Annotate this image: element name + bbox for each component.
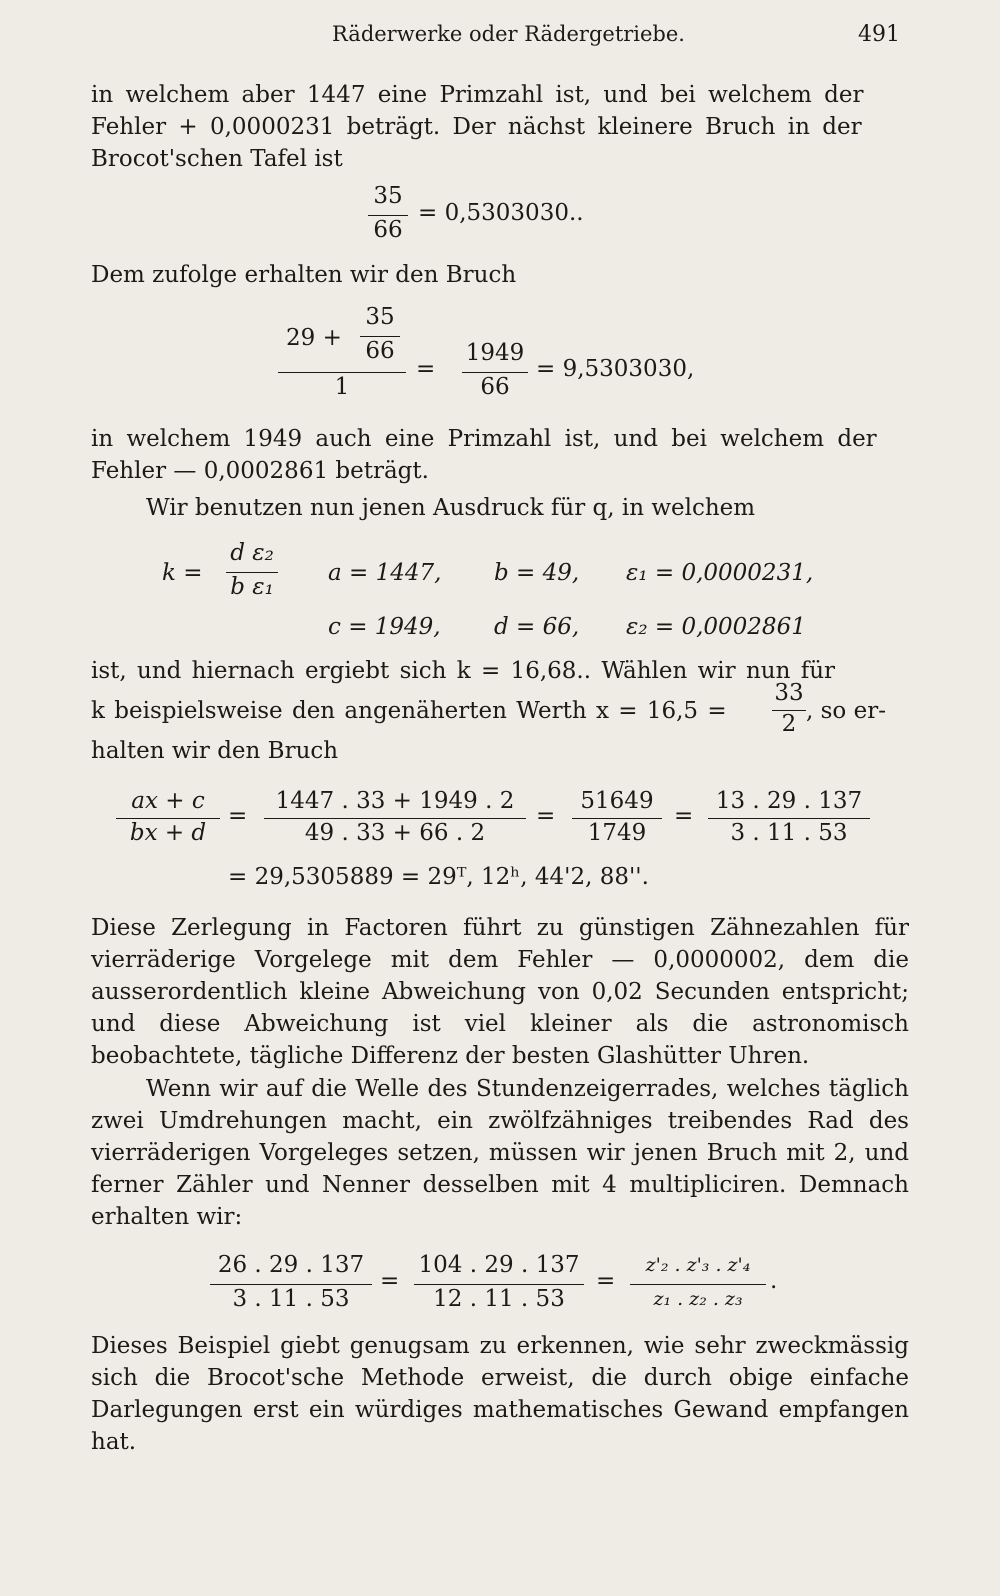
- eq4-f1-denominator: bx + d: [129, 820, 207, 846]
- eq4-f4-numerator: 13 . 29 . 137: [715, 788, 863, 814]
- page-number: 491: [858, 22, 900, 47]
- text-line: k beispielsweise den angenäherten Werth x = 16,5 =: [91, 698, 727, 724]
- eq4-f2-bar: [264, 818, 526, 819]
- eq2-lead: 29 +: [286, 325, 342, 351]
- eq4-f1-bar: [116, 818, 220, 819]
- text-line: Fehler — 0,0002861 beträgt.: [91, 458, 429, 484]
- eq3-c: c = 1949,: [328, 614, 441, 640]
- eq2-mid-bar: [462, 372, 528, 373]
- eq5-f1-numerator: 26 . 29 . 137: [217, 1252, 365, 1278]
- eq2-main-denominator: 1: [334, 374, 350, 400]
- eq5-f3-numerator: z'₂ . z'₃ . z'₄: [645, 1254, 751, 1276]
- paragraph: Wenn wir auf die Welle des Stundenzeigerrades, welches täglich zwei Umdrehungen macht, ein zwölfzähniges treibendes Rad des vierräderigen Vorgeleges setzen, müssen wir jenen Bruch mit 2, und ferner Zähler und Nenner desselben mit 4 multipliciren. Demnach erhalten wir:: [91, 1076, 909, 1230]
- eq4-f4-denominator: 3 . 11 . 53: [730, 820, 848, 846]
- eq1-rhs: = 0,5303030..: [418, 200, 584, 226]
- eq5-f2-numerator: 104 . 29 . 137: [418, 1252, 580, 1278]
- eq3-eps1: ε₁ = 0,0000231,: [626, 560, 814, 586]
- eq3-k-lhs: k =: [162, 560, 203, 586]
- eq4-f3-bar: [572, 818, 662, 819]
- text-line: Brocot'schen Tafel ist: [91, 146, 343, 172]
- eq4-f2-denominator: 49 . 33 + 66 . 2: [304, 820, 486, 846]
- eq3-k-bar: [226, 572, 278, 573]
- text-line: in welchem aber 1447 eine Primzahl ist, und bei welchem der: [91, 82, 864, 108]
- eq1-fraction-bar: [368, 215, 408, 216]
- eq5-f3-bar: [630, 1284, 766, 1285]
- eq4-f1-numerator: ax + c: [131, 788, 205, 814]
- eq3-d: d = 66,: [494, 614, 580, 640]
- eq3-b: b = 49,: [494, 560, 580, 586]
- eq1-numerator: 35: [373, 183, 403, 209]
- text-line: in welchem 1949 auch eine Primzahl ist, und bei welchem der: [91, 426, 877, 452]
- p5-fraction-numerator: 33: [774, 680, 804, 706]
- eq3-k-denominator: b ε₁: [230, 574, 274, 600]
- text-line: Fehler + 0,0000231 beträgt. Der nächst kleinere Bruch in der: [91, 114, 862, 140]
- p5-fraction-denominator: 2: [781, 711, 797, 737]
- eq4-f2-numerator: 1447 . 33 + 1949 . 2: [275, 788, 515, 814]
- eq2-inner-bar: [360, 336, 400, 337]
- eq2-equals: =: [416, 356, 436, 382]
- eq1-denominator: 66: [373, 217, 403, 243]
- eq2-mid-denominator: 66: [480, 374, 510, 400]
- eq5-f2-denominator: 12 . 11 . 53: [433, 1286, 565, 1312]
- page-header: [0, 22, 1000, 52]
- eq5-f3-denominator: z₁ . z₂ . z₃: [653, 1288, 743, 1310]
- eq2-inner-denominator: 66: [365, 338, 395, 364]
- eq2-inner-numerator: 35: [365, 304, 395, 330]
- text-line: halten wir den Bruch: [91, 738, 339, 764]
- p5-tail: , so er-: [806, 698, 886, 724]
- text-line: Wir benutzen nun jenen Ausdruck für q, in welchem: [146, 495, 756, 521]
- eq4-f3-numerator: 51649: [580, 788, 654, 814]
- running-head: Räderwerke oder Rädergetriebe.: [332, 22, 685, 46]
- text-line: Dem zufolge erhalten wir den Bruch: [91, 262, 517, 288]
- eq2-mid-numerator: 1949: [465, 340, 525, 366]
- eq5-f2-bar: [414, 1284, 584, 1285]
- eq4-line2: = 29,5305889 = 29ᵀ, 12ʰ, 44'2, 88''.: [228, 864, 649, 890]
- eq5-f1-bar: [210, 1284, 372, 1285]
- eq2-rhs: = 9,5303030,: [536, 356, 695, 382]
- text-line: ist, und hiernach ergiebt sich k = 16,68.. Wählen wir nun für: [91, 658, 836, 684]
- eq3-eps2: ε₂ = 0,0002861: [626, 614, 806, 640]
- eq3-a: a = 1447,: [328, 560, 442, 586]
- eq4-f3-denominator: 1749: [587, 820, 647, 846]
- paragraph: Dieses Beispiel giebt genugsam zu erkennen, wie sehr zweckmässig sich die Brocot'sche Methode erweist, die durch obige einfache Darlegungen erst ein würdiges mathematisches Gewand empfangen hat.: [91, 1333, 909, 1455]
- book-page: Räderwerke oder Rädergetriebe. 491 in welchem aber 1447 eine Primzahl ist, und bei welchem der Fehler + 0,0000231 beträgt. Der nächst kleinere Bruch in der Brocot'schen Tafel ist 35 66 = 0,5303030.. Dem zufolge erhalten wir den Bruch 29 + 35 66 1 = 1949 66 = 9,5303030, in welchem 1949 auch eine Primzahl ist, und bei welchem der Fehler — 0,0002861 beträgt. Wir benutzen nun jenen Ausdruck für q, in welchem k = d ε₂ b ε₁ a = 1447, b = 49, ε₁ = 0,0000231, c = 1949, d = 66, ε₂ = 0,0002861 ist, und hiernach ergiebt sich k = 16,68.. Wählen wir nun für k beispielsweise den angenäherten Werth x = 16,5 = 33 2 , so er- halten wir den Bruch ax + c bx + d = 1447 . 33 + 1949 . 2 49 . 33 + 66 . 2 = 51649 1749 = 13 . 29 . 137 3 . 11 . 53 = 29,5305889 = 29ᵀ, 12ʰ, 44'2, 88''. Diese Zerlegung in Factoren führt zu günstigen Zähnezahlen für vierräderige Vorgelege mit dem Fehler — 0,0000002, dem die ausserordentlich kleine Abweichung von 0,02 Secunden entspricht; und diese Abweichung ist viel kleiner als die astronomisch beobachtete, tägliche Differenz der besten Glashütter Uhren. Wenn wir auf die Welle des Stundenzeigerrades, welches täglich zwei Umdrehungen macht, ein zwölfzähniges treibendes Rad des vierräderigen Vorgeleges setzen, müssen wir jenen Bruch mit 2, und ferner Zähler und Nenner desselben mit 4 multipliciren. Demnach erhalten wir: 26 . 29 . 137 3 . 11 . 53 = 104 . 29 . 137 12 . 11 . 53 = z'₂ . z'₃ . z'₄ z₁ . z₂ . z₃ . Dieses Beispiel giebt genugsam zu erkennen, wie sehr zweckmässig sich die Brocot'sche Methode erweist, die durch obige einfache Darlegungen erst ein würdiges mathematisches Gewand empfangen hat.: [0, 0, 1000, 1596]
- eq2-main-bar: [278, 372, 406, 373]
- eq3-k-numerator: d ε₂: [230, 540, 274, 566]
- paragraph: Diese Zerlegung in Factoren führt zu günstigen Zähnezahlen für vierräderige Vorgelege mit dem Fehler — 0,0000002, dem die ausserordentlich kleine Abweichung von 0,02 Secunden entspricht; und diese Abweichung ist viel kleiner als die astronomisch beobachtete, tägliche Differenz der besten Glashütter Uhren.: [91, 915, 909, 1069]
- eq4-f4-bar: [708, 818, 870, 819]
- eq5-f1-denominator: 3 . 11 . 53: [232, 1286, 350, 1312]
